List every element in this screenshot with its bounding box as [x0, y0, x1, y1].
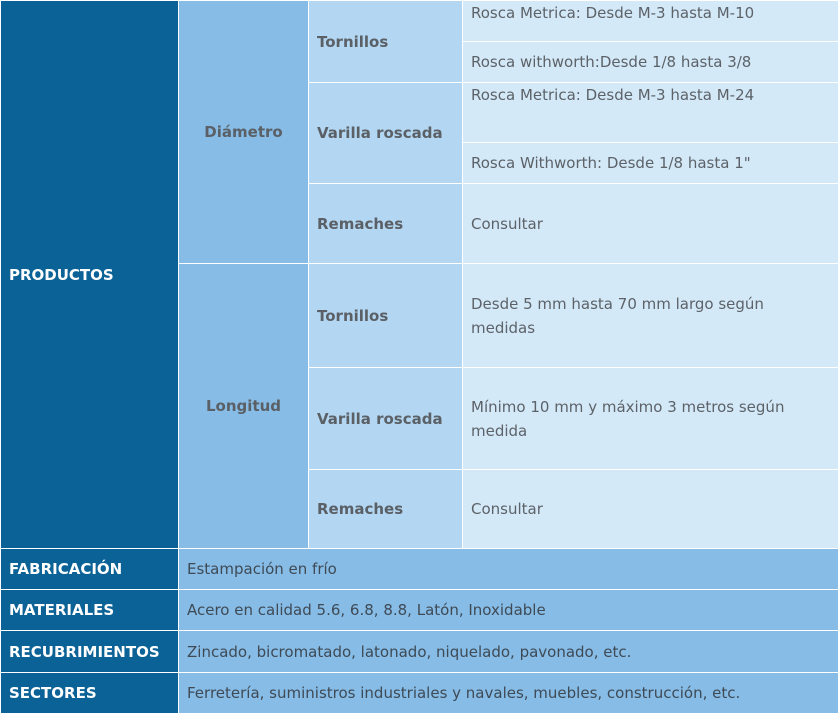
value-cell: Rosca Metrica: Desde M-3 hasta M-24: [463, 83, 838, 143]
item-label-tornillos: Tornillos: [309, 1, 463, 83]
recubrimientos-value: Zincado, bicromatado, latonado, niquelado, pavonado, etc.: [179, 631, 838, 673]
value-cell: Rosca Withworth: Desde 1/8 hasta 1": [463, 143, 838, 184]
group-label-diametro: Diámetro: [179, 1, 309, 264]
item-label-varilla-roscada: Varilla roscada: [309, 368, 463, 470]
item-label-tornillos: Tornillos: [309, 264, 463, 368]
sectores-value: Ferretería, suministros industriales y navales, muebles, construcción, etc.: [179, 673, 838, 714]
value-cell: Consultar: [463, 184, 838, 264]
materiales-value: Acero en calidad 5.6, 6.8, 8.8, Latón, Inoxidable: [179, 590, 838, 631]
value-cell: Rosca withworth:Desde 1/8 hasta 3/8: [463, 42, 838, 83]
group-label-longitud: Longitud: [179, 264, 309, 549]
table-row: [1, 631, 838, 673]
value-cell: Mínimo 10 mm y máximo 3 metros según medida: [463, 368, 838, 470]
value-cell: Rosca Metrica: Desde M-3 hasta M-10: [463, 1, 838, 42]
item-label-remaches: Remaches: [309, 470, 463, 549]
table-row: [1, 1, 838, 42]
table-row: [1, 590, 838, 631]
item-label-varilla-roscada: Varilla roscada: [309, 83, 463, 184]
productos-header: PRODUCTOS: [1, 1, 179, 549]
value-cell: Consultar: [463, 470, 838, 549]
item-label-remaches: Remaches: [309, 184, 463, 264]
value-cell: Desde 5 mm hasta 70 mm largo según medidas: [463, 264, 838, 368]
table-row: [1, 673, 838, 714]
recubrimientos-header: RECUBRIMIENTOS: [1, 631, 179, 673]
fabricacion-header: FABRICACIÓN: [1, 549, 179, 590]
materiales-header: MATERIALES: [1, 590, 179, 631]
fabricacion-value: Estampación en frío: [179, 549, 838, 590]
table-row: [1, 549, 838, 590]
sectores-header: SECTORES: [1, 673, 179, 714]
